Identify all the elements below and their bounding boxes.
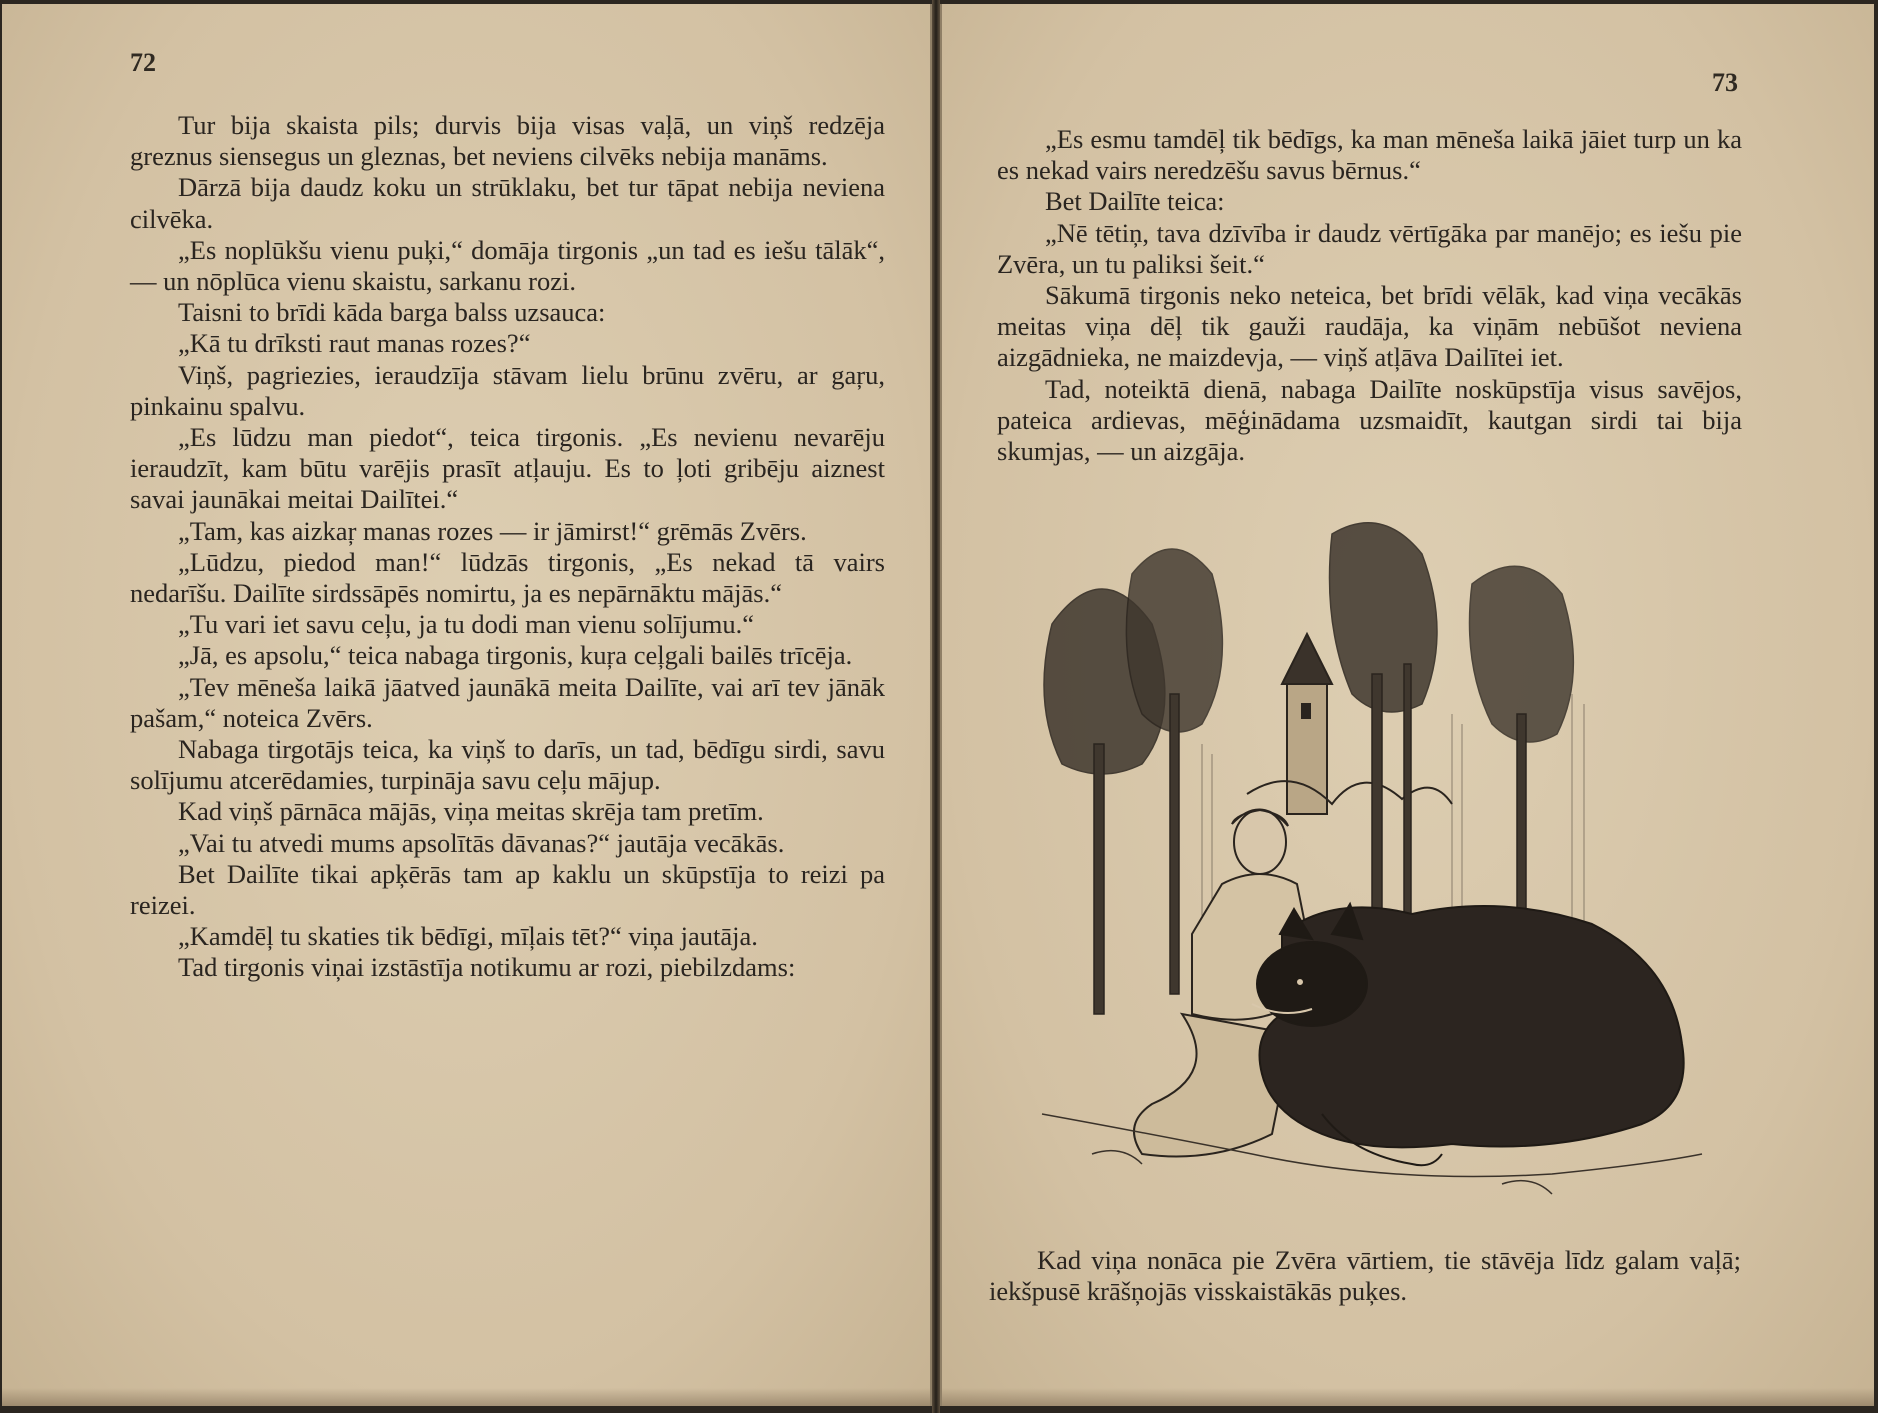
paragraph: Taisni to brīdi kāda barga balss uzsauca:	[178, 297, 606, 328]
paragraph: Bet Dailīte teica:	[1045, 186, 1225, 217]
page-edge-shadow	[2, 1388, 930, 1406]
paragraph: „Tev mēneša laikā jāatved jaunākā meita Dailīte, vai arī tev jānāk pašam,“ noteica Zvērs.	[130, 671, 885, 733]
paragraph: Tad tirgonis viņai izstāstīja notikumu ar rozi, piebilzdams:	[178, 952, 796, 983]
paragraph: Sākumā tirgonis neko neteica, bet brīdi vēlāk, kad viņa vecākās meitas viņa dēļ tik gauži raudāja, ka viņām nebūšot neviena aizgādnieka, ne maizdevja, — viņš atļāva Dailītei iet.	[997, 280, 1742, 373]
illustration-girl-and-beast	[1032, 514, 1712, 1214]
paragraph: „Tu vari iet savu ceļu, ja tu dodi man vienu solījumu.“	[178, 609, 755, 640]
paragraph: Tad, noteiktā dienā, nabaga Dailīte noskūpstīja visus savējos, pateica ardievas, mēģinādama uzsmaidīt, kautgan sirdi tai bija skumjas, — un aizgāja.	[997, 373, 1742, 467]
paragraph: „Vai tu atvedi mums apsolītās dāvanas?“ jautāja vecākās.	[178, 827, 785, 858]
paragraph: „Jā, es apsolu,“ teica nabaga tirgonis, kuŗa ceļgali bailēs trīcēja.	[178, 640, 853, 671]
paragraph: Tur bija skaista pils; durvis bija visas vaļā, un viņš redzēja greznus siensegus un gleznas, bet neviens cilvēks nebija manāms.	[130, 110, 885, 172]
page-edge-shadow	[942, 1388, 1874, 1406]
right-page	[940, 4, 1874, 1406]
paragraph: Nabaga tirgotājs teica, ka viņš to darīs, un tad, bēdīgu sirdi, savu solījumu atcerēdamies, turpināja savu ceļu mājup.	[130, 734, 885, 796]
page-number-right: 73	[1712, 68, 1738, 97]
paragraph: „Tam, kas aizkaŗ manas rozes — ir jāmirst!“ grēmās Zvērs.	[178, 515, 807, 546]
paragraph: „Nē tētiņ, tava dzīvība ir daudz vērtīgāka par manējo; es iešu pie Zvēra, un tu paliksi šeit.“	[997, 217, 1742, 279]
paragraph: „Es noplūkšu vienu puķi,“ domāja tirgonis „un tad es iešu tālāk“, — un nōplūca vienu skaistu, sarkanu rozi.	[130, 234, 885, 297]
book-gutter	[932, 0, 940, 1413]
illustration-caption: Kad viņa nonāca pie Zvēra vārtiem, tie stāvēja līdz galam vaļā; iekšpusē krāšņojās visskaistākās puķes.	[989, 1245, 1741, 1307]
left-page-text	[130, 110, 885, 984]
paragraph: „Kamdēļ tu skaties tik bēdīgi, mīļais tēt?“ viņa jautāja.	[178, 921, 758, 952]
beast-figure	[1252, 904, 1684, 1165]
paragraph: Bet Dailīte tikai apķērās tam ap kaklu un skūpstīja to reizi pa reizei.	[130, 858, 885, 921]
right-page-text	[997, 124, 1742, 467]
paragraph: „Lūdzu, piedod man!“ lūdzās tirgonis, „Es nekad tā vairs nedarīšu. Dailīte sirdssāpēs nomirtu, ja es nepārnāktu mājās.“	[130, 546, 885, 609]
page-number-left: 72	[130, 48, 156, 77]
paragraph: Dārzā bija daudz koku un strūklaku, bet tur tāpat nebija neviena cilvēka.	[130, 172, 885, 234]
left-page	[2, 4, 932, 1406]
paragraph: „Es lūdzu man piedot“, teica tirgonis. „Es nevienu nevarēju ieraudzīt, kam būtu varējis prasīt atļauju. Es to ļoti gribēju aiznest savai jaunākai meitai Dailītei.“	[130, 422, 885, 515]
paragraph: Viņš, pagriezies, ieraudzīja stāvam lielu brūnu zvēru, ar gaŗu, pinkainu spalvu.	[130, 359, 885, 421]
paragraph: „Es esmu tamdēļ tik bēdīgs, ka man mēneša laikā jāiet turp un ka es nekad vairs neredzēšu savus bērnus.“	[997, 124, 1742, 186]
paragraph: Kad viņš pārnāca mājās, viņa meitas skrēja tam pretīm.	[178, 796, 764, 827]
paragraph: „Kā tu drīksti raut manas rozes?“	[178, 328, 531, 359]
